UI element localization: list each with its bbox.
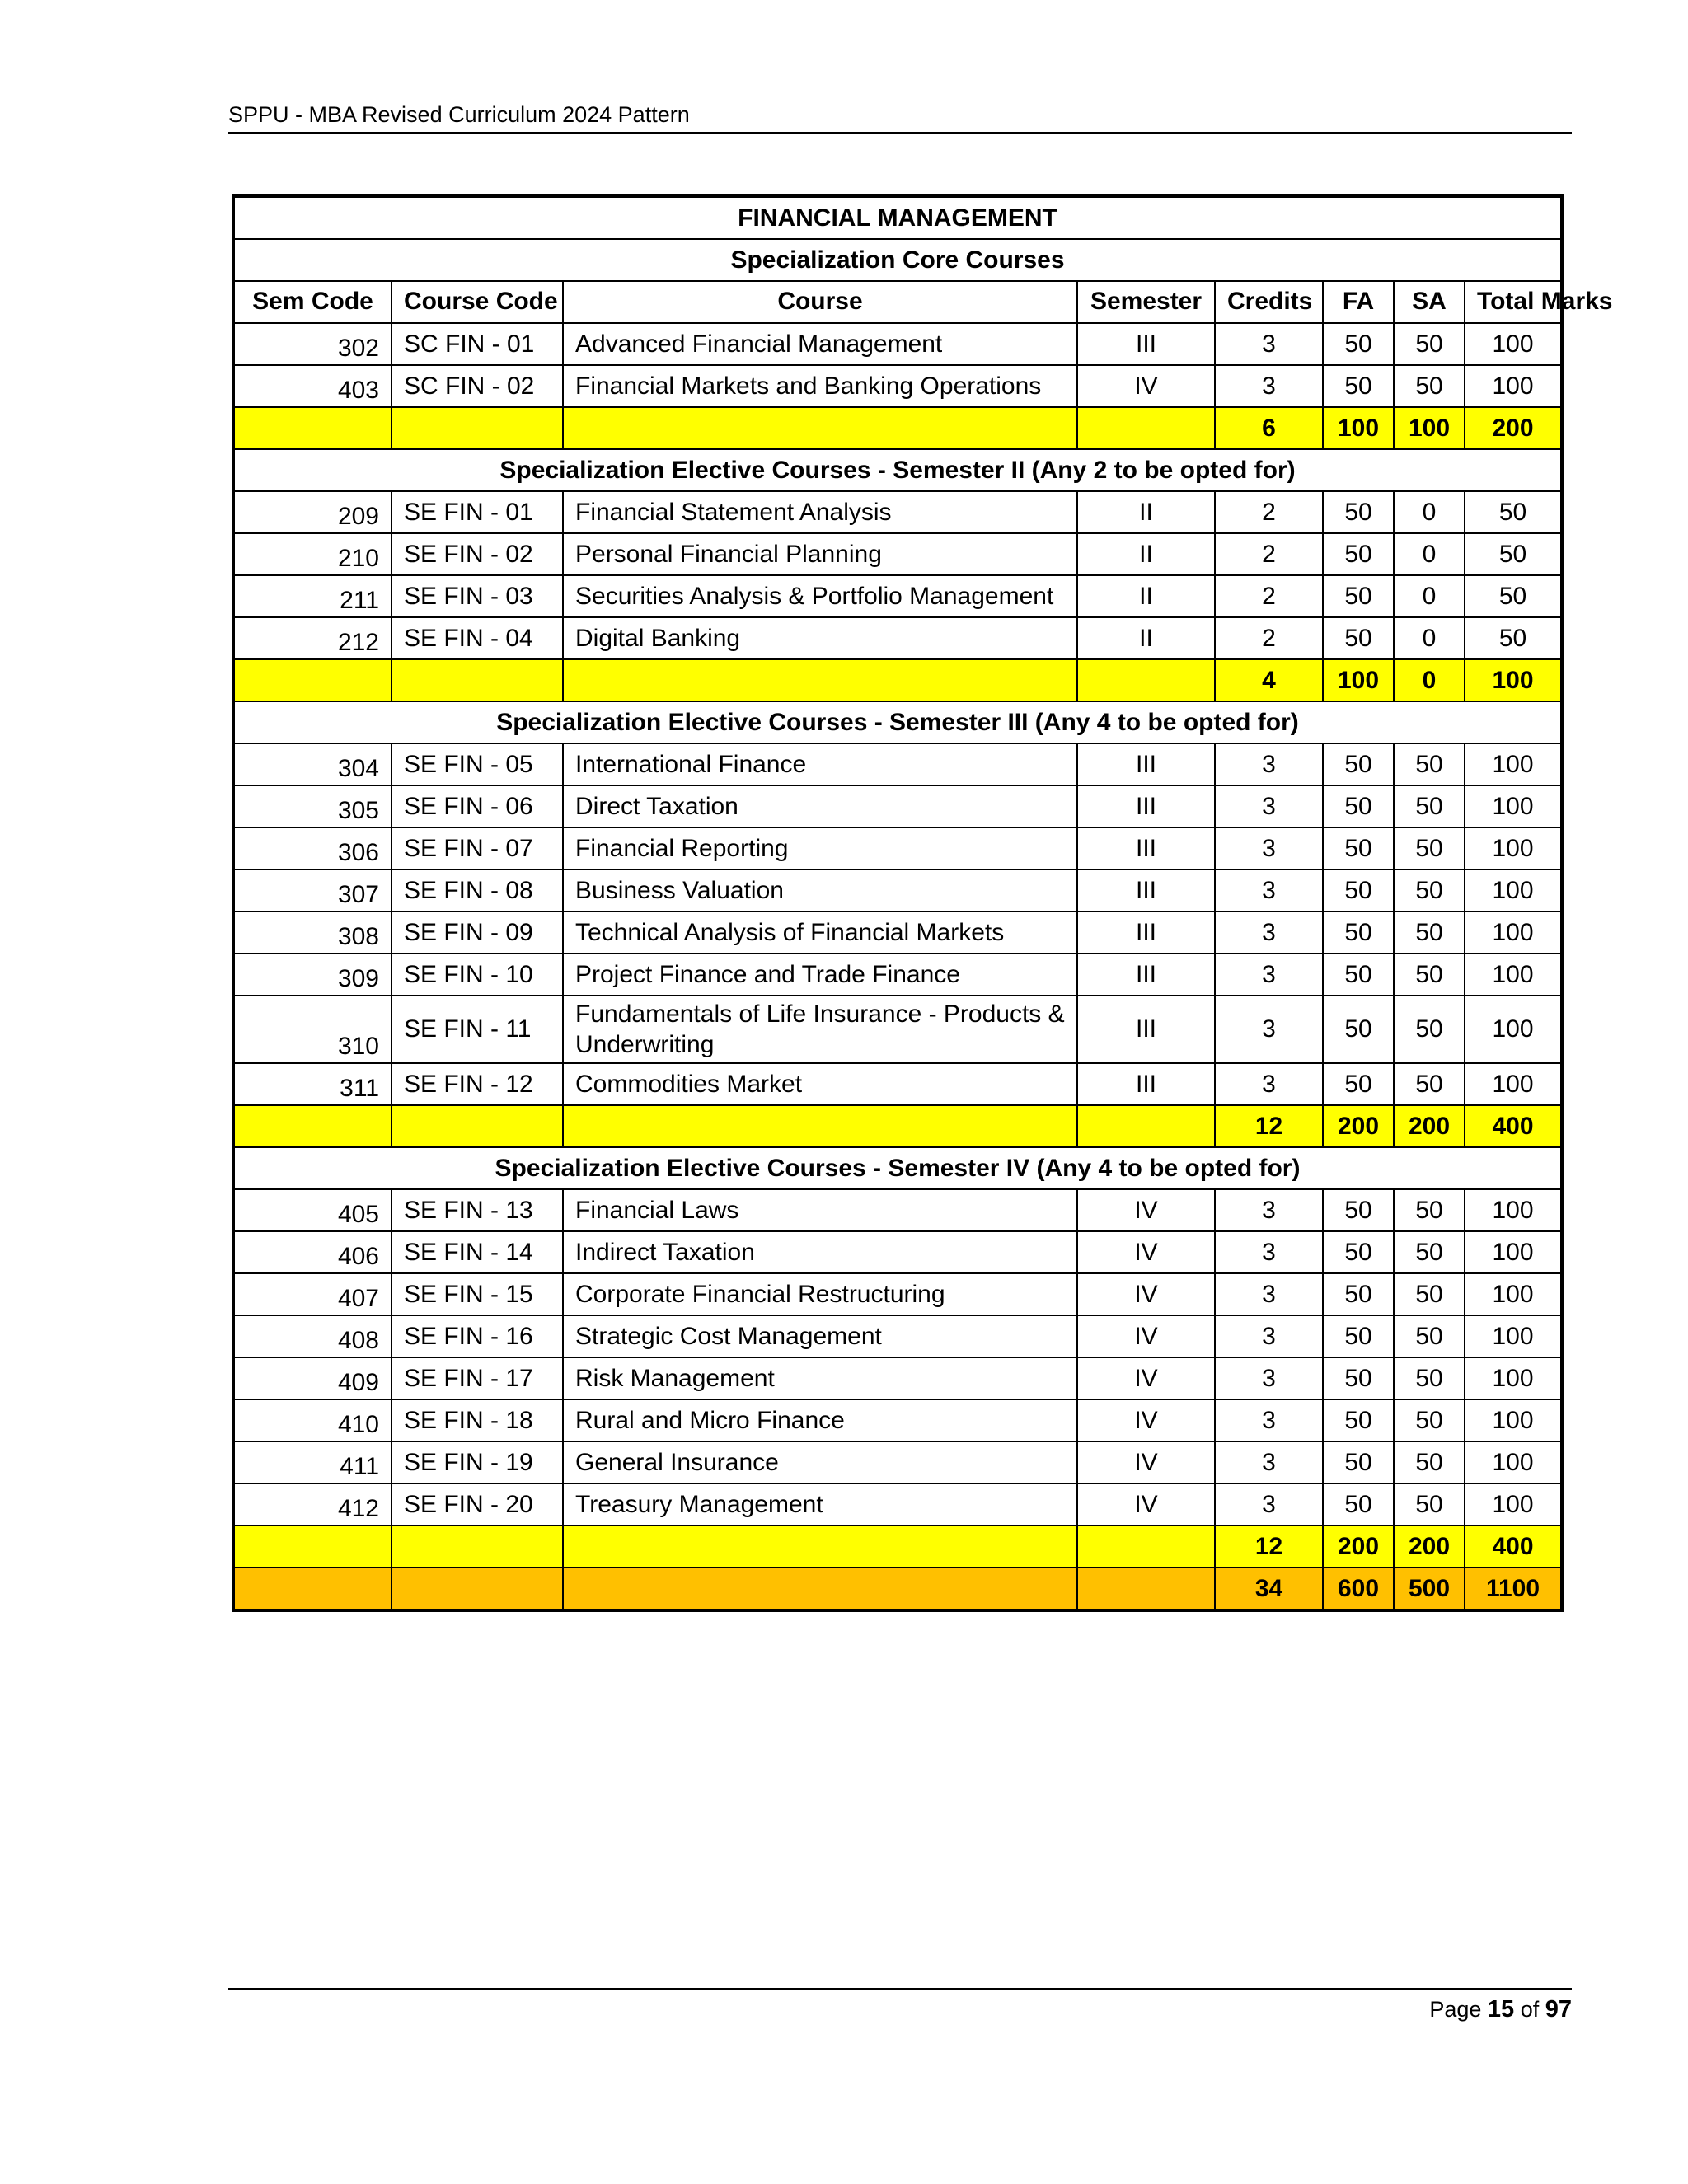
page-number: 15 [1487,1996,1515,2022]
cell-sa: 0 [1394,533,1465,575]
cell-semester: III [1077,912,1215,954]
section-heading-row [233,701,1562,743]
column-header-semester: Semester [1077,281,1215,323]
page-footer [1429,1993,1572,2026]
cell-course-name: Fundamentals of Life Insurance - Products & Underwriting [563,996,1077,1063]
column-header-row [233,281,1562,323]
cell-sem-code: 211 [233,575,392,617]
cell-credits: 2 [1215,617,1323,659]
table-row [233,1273,1562,1315]
cell-course-code: SE FIN - 15 [392,1273,563,1315]
column-header-sem-code: Sem Code [233,281,392,323]
empty-cell [563,1105,1077,1147]
table-title: FINANCIAL MANAGEMENT [233,196,1562,239]
cell-total-marks: 100 [1465,1273,1562,1315]
grand-total-credits: 34 [1215,1568,1323,1610]
cell-total-marks: 100 [1465,1399,1562,1441]
cell-sa: 50 [1394,1441,1465,1483]
cell-sa: 50 [1394,912,1465,954]
cell-credits: 3 [1215,869,1323,912]
cell-semester: IV [1077,1189,1215,1231]
cell-total-marks: 100 [1465,1231,1562,1273]
cell-sa: 50 [1394,1189,1465,1231]
cell-sem-code: 410 [233,1399,392,1441]
cell-total-marks: 100 [1465,1357,1562,1399]
cell-credits: 3 [1215,912,1323,954]
subtotal-row [233,659,1562,701]
cell-sem-code: 412 [233,1483,392,1526]
cell-credits: 3 [1215,365,1323,407]
cell-total-marks: 100 [1465,323,1562,365]
subtotal-sa: 200 [1394,1526,1465,1568]
cell-course-name: Risk Management [563,1357,1077,1399]
column-header-sa: SA [1394,281,1465,323]
empty-cell [563,1568,1077,1610]
cell-course-code: SE FIN - 10 [392,954,563,996]
cell-sem-code: 409 [233,1357,392,1399]
cell-fa: 50 [1323,1189,1394,1231]
cell-sem-code: 302 [233,323,392,365]
cell-sem-code: 304 [233,743,392,785]
section-heading: Specialization Elective Courses - Semester III (Any 4 to be opted for) [233,701,1562,743]
cell-credits: 3 [1215,1273,1323,1315]
table-row [233,954,1562,996]
cell-sa: 50 [1394,827,1465,869]
cell-total-marks: 50 [1465,575,1562,617]
cell-semester: IV [1077,1231,1215,1273]
cell-course-code: SE FIN - 06 [392,785,563,827]
table-row [233,533,1562,575]
table-row [233,785,1562,827]
table-row [233,996,1562,1063]
cell-sa: 50 [1394,1273,1465,1315]
cell-course-name: Financial Reporting [563,827,1077,869]
cell-semester: II [1077,491,1215,533]
cell-course-code: SE FIN - 03 [392,575,563,617]
subtotal-row [233,407,1562,449]
footer-rule [228,1988,1572,1990]
empty-cell [233,1568,392,1610]
cell-course-name: Project Finance and Trade Finance [563,954,1077,996]
table-row [233,743,1562,785]
empty-cell [563,659,1077,701]
table-row [233,1441,1562,1483]
cell-sa: 50 [1394,743,1465,785]
page-label: Page [1429,1997,1482,2022]
column-header-credits: Credits [1215,281,1323,323]
cell-course-name: Indirect Taxation [563,1231,1077,1273]
cell-sem-code: 210 [233,533,392,575]
cell-total-marks: 100 [1465,743,1562,785]
cell-course-name: Commodities Market [563,1063,1077,1105]
cell-credits: 3 [1215,323,1323,365]
cell-sem-code: 309 [233,954,392,996]
cell-semester: II [1077,617,1215,659]
table-row [233,617,1562,659]
cell-course-code: SE FIN - 11 [392,996,563,1063]
cell-total-marks: 50 [1465,617,1562,659]
empty-cell [392,1105,563,1147]
cell-sa: 50 [1394,1063,1465,1105]
subtotal-row [233,1526,1562,1568]
empty-cell [392,1568,563,1610]
cell-fa: 50 [1323,617,1394,659]
empty-cell [233,407,392,449]
empty-cell [1077,1568,1215,1610]
cell-sem-code: 209 [233,491,392,533]
cell-semester: III [1077,827,1215,869]
section-heading-row [233,1147,1562,1189]
cell-sem-code: 305 [233,785,392,827]
curriculum-table [232,194,1613,1612]
empty-cell [1077,1526,1215,1568]
cell-semester: III [1077,869,1215,912]
empty-cell [392,1526,563,1568]
section-heading: Specialization Core Courses [233,239,1562,281]
cell-course-name: Financial Markets and Banking Operations [563,365,1077,407]
cell-fa: 50 [1323,1399,1394,1441]
subtotal-total-marks: 100 [1465,659,1562,701]
table-row [233,1483,1562,1526]
cell-course-code: SC FIN - 02 [392,365,563,407]
cell-sa: 0 [1394,575,1465,617]
subtotal-fa: 100 [1323,407,1394,449]
cell-course-name: Strategic Cost Management [563,1315,1077,1357]
cell-course-code: SE FIN - 20 [392,1483,563,1526]
cell-course-code: SE FIN - 17 [392,1357,563,1399]
cell-credits: 3 [1215,996,1323,1063]
cell-total-marks: 100 [1465,365,1562,407]
table-row [233,869,1562,912]
cell-course-code: SE FIN - 18 [392,1399,563,1441]
cell-fa: 50 [1323,869,1394,912]
cell-sa: 50 [1394,1399,1465,1441]
section-heading: Specialization Elective Courses - Semester IV (Any 4 to be opted for) [233,1147,1562,1189]
cell-fa: 50 [1323,1063,1394,1105]
table-row [233,1357,1562,1399]
cell-total-marks: 100 [1465,1315,1562,1357]
cell-sem-code: 406 [233,1231,392,1273]
cell-course-name: Rural and Micro Finance [563,1399,1077,1441]
cell-total-marks: 100 [1465,912,1562,954]
empty-cell [1077,1105,1215,1147]
cell-total-marks: 100 [1465,785,1562,827]
cell-total-marks: 100 [1465,1189,1562,1231]
subtotal-sa: 0 [1394,659,1465,701]
cell-credits: 3 [1215,1063,1323,1105]
cell-course-code: SE FIN - 19 [392,1441,563,1483]
column-header-course-name: Course [563,281,1077,323]
table-row [233,575,1562,617]
cell-course-code: SE FIN - 09 [392,912,563,954]
empty-cell [233,1105,392,1147]
cell-fa: 50 [1323,954,1394,996]
cell-total-marks: 100 [1465,1483,1562,1526]
cell-fa: 50 [1323,1315,1394,1357]
cell-fa: 50 [1323,827,1394,869]
subtotal-total-marks: 400 [1465,1526,1562,1568]
subtotal-fa: 100 [1323,659,1394,701]
cell-semester: III [1077,785,1215,827]
cell-sa: 50 [1394,785,1465,827]
cell-total-marks: 100 [1465,954,1562,996]
cell-credits: 3 [1215,1399,1323,1441]
cell-course-code: SE FIN - 08 [392,869,563,912]
cell-semester: IV [1077,365,1215,407]
cell-total-marks: 100 [1465,996,1562,1063]
cell-semester: IV [1077,1273,1215,1315]
cell-course-name: Direct Taxation [563,785,1077,827]
cell-sa: 0 [1394,617,1465,659]
empty-cell [1077,659,1215,701]
cell-credits: 3 [1215,954,1323,996]
cell-course-code: SE FIN - 07 [392,827,563,869]
cell-semester: II [1077,533,1215,575]
cell-fa: 50 [1323,1483,1394,1526]
cell-credits: 3 [1215,743,1323,785]
cell-fa: 50 [1323,743,1394,785]
cell-credits: 3 [1215,827,1323,869]
cell-course-code: SE FIN - 16 [392,1315,563,1357]
cell-semester: IV [1077,1483,1215,1526]
cell-semester: III [1077,743,1215,785]
cell-credits: 2 [1215,575,1323,617]
cell-sa: 50 [1394,996,1465,1063]
cell-fa: 50 [1323,1273,1394,1315]
cell-sa: 50 [1394,869,1465,912]
table-row [233,1231,1562,1273]
cell-course-name: General Insurance [563,1441,1077,1483]
subtotal-sa: 100 [1394,407,1465,449]
cell-course-name: Corporate Financial Restructuring [563,1273,1077,1315]
cell-fa: 50 [1323,575,1394,617]
cell-sem-code: 212 [233,617,392,659]
cell-course-code: SE FIN - 13 [392,1189,563,1231]
empty-cell [233,659,392,701]
cell-sem-code: 403 [233,365,392,407]
cell-credits: 2 [1215,533,1323,575]
table-row [233,365,1562,407]
cell-course-code: SE FIN - 05 [392,743,563,785]
table-row [233,323,1562,365]
cell-course-name: Financial Laws [563,1189,1077,1231]
cell-course-name: Technical Analysis of Financial Markets [563,912,1077,954]
cell-course-name: Business Valuation [563,869,1077,912]
subtotal-credits: 12 [1215,1105,1323,1147]
cell-course-name: Advanced Financial Management [563,323,1077,365]
section-heading-row [233,449,1562,491]
cell-course-code: SE FIN - 01 [392,491,563,533]
cell-credits: 2 [1215,491,1323,533]
cell-semester: IV [1077,1441,1215,1483]
cell-course-name: Personal Financial Planning [563,533,1077,575]
column-header-total-marks: Total Marks [1465,281,1562,323]
cell-total-marks: 100 [1465,869,1562,912]
cell-fa: 50 [1323,533,1394,575]
cell-sa: 50 [1394,1315,1465,1357]
cell-sa: 50 [1394,1231,1465,1273]
empty-cell [563,1526,1077,1568]
cell-sa: 50 [1394,365,1465,407]
cell-course-code: SE FIN - 02 [392,533,563,575]
cell-fa: 50 [1323,912,1394,954]
empty-cell [1077,407,1215,449]
cell-credits: 3 [1215,1441,1323,1483]
subtotal-credits: 4 [1215,659,1323,701]
grand-total-fa: 600 [1323,1568,1394,1610]
table-row [233,1189,1562,1231]
cell-course-name: Treasury Management [563,1483,1077,1526]
empty-cell [392,659,563,701]
cell-sa: 50 [1394,1483,1465,1526]
cell-sa: 50 [1394,954,1465,996]
page-header: SPPU - MBA Revised Curriculum 2024 Pattern [228,97,1572,134]
grand-total-total-marks: 1100 [1465,1568,1562,1610]
cell-credits: 3 [1215,1189,1323,1231]
cell-sem-code: 311 [233,1063,392,1105]
cell-sem-code: 408 [233,1315,392,1357]
cell-course-code: SE FIN - 12 [392,1063,563,1105]
cell-fa: 50 [1323,1357,1394,1399]
cell-sem-code: 407 [233,1273,392,1315]
section-heading: Specialization Elective Courses - Semester II (Any 2 to be opted for) [233,449,1562,491]
cell-fa: 50 [1323,491,1394,533]
cell-fa: 50 [1323,785,1394,827]
cell-sem-code: 308 [233,912,392,954]
cell-semester: IV [1077,1357,1215,1399]
empty-cell [233,1526,392,1568]
subtotal-fa: 200 [1323,1105,1394,1147]
subtotal-total-marks: 200 [1465,407,1562,449]
of-label: of [1520,1997,1540,2022]
empty-cell [392,407,563,449]
table-row [233,1399,1562,1441]
column-header-course-code: Course Code [392,281,563,323]
cell-course-code: SC FIN - 01 [392,323,563,365]
cell-total-marks: 100 [1465,1063,1562,1105]
cell-course-name: Financial Statement Analysis [563,491,1077,533]
cell-credits: 3 [1215,1231,1323,1273]
cell-fa: 50 [1323,1231,1394,1273]
cell-course-name: Securities Analysis & Portfolio Management [563,575,1077,617]
table-row [233,491,1562,533]
cell-semester: III [1077,996,1215,1063]
cell-course-name: Digital Banking [563,617,1077,659]
cell-fa: 50 [1323,323,1394,365]
subtotal-total-marks: 400 [1465,1105,1562,1147]
cell-credits: 3 [1215,1483,1323,1526]
subtotal-row [233,1105,1562,1147]
cell-sem-code: 307 [233,869,392,912]
subtotal-sa: 200 [1394,1105,1465,1147]
cell-credits: 3 [1215,785,1323,827]
cell-total-marks: 50 [1465,533,1562,575]
cell-sem-code: 405 [233,1189,392,1231]
cell-total-marks: 100 [1465,827,1562,869]
table-row [233,1063,1562,1105]
cell-course-code: SE FIN - 14 [392,1231,563,1273]
cell-sem-code: 310 [233,996,392,1063]
cell-sa: 50 [1394,1357,1465,1399]
cell-credits: 3 [1215,1315,1323,1357]
grand-total-row [233,1568,1562,1610]
cell-semester: IV [1077,1399,1215,1441]
total-pages: 97 [1545,1996,1572,2022]
cell-semester: IV [1077,1315,1215,1357]
grand-total-sa: 500 [1394,1568,1465,1610]
subtotal-credits: 12 [1215,1526,1323,1568]
cell-sa: 0 [1394,491,1465,533]
cell-course-code: SE FIN - 04 [392,617,563,659]
cell-credits: 3 [1215,1357,1323,1399]
cell-semester: II [1077,575,1215,617]
cell-total-marks: 100 [1465,1441,1562,1483]
cell-fa: 50 [1323,1441,1394,1483]
cell-fa: 50 [1323,365,1394,407]
empty-cell [563,407,1077,449]
cell-fa: 50 [1323,996,1394,1063]
table-row [233,827,1562,869]
section-heading-row [233,239,1562,281]
cell-sa: 50 [1394,323,1465,365]
cell-total-marks: 50 [1465,491,1562,533]
table-title-row [233,196,1562,239]
cell-semester: III [1077,954,1215,996]
cell-semester: III [1077,323,1215,365]
cell-course-name: International Finance [563,743,1077,785]
subtotal-credits: 6 [1215,407,1323,449]
subtotal-fa: 200 [1323,1526,1394,1568]
cell-semester: III [1077,1063,1215,1105]
table-row [233,912,1562,954]
table-row [233,1315,1562,1357]
column-header-fa: FA [1323,281,1394,323]
cell-sem-code: 306 [233,827,392,869]
cell-sem-code: 411 [233,1441,392,1483]
